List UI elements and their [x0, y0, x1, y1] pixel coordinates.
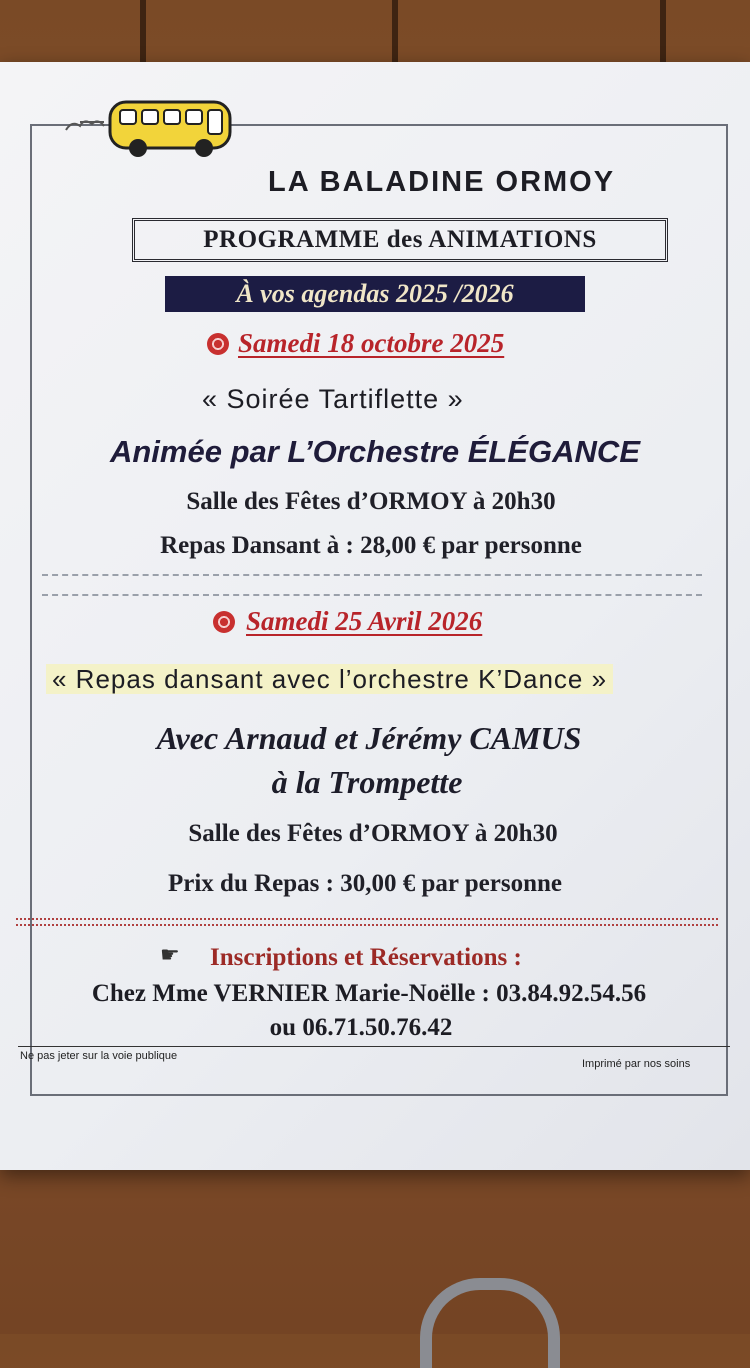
event-2-title — [46, 664, 613, 695]
table-plank-seam — [140, 0, 146, 62]
dotted-divider — [16, 918, 718, 926]
event-1-venue: Salle des Fêtes d’ORMOY à 20h30 — [186, 488, 556, 515]
event-1-subtitle: Animée par L’Orchestre ÉLÉGANCE — [109, 434, 640, 469]
divider — [42, 574, 702, 576]
table-plank-seam — [660, 0, 666, 62]
contact-line-2: ou 06.71.50.76.42 — [269, 1014, 453, 1041]
event-1-price: Repas Dansant à : 28,00 € par personne — [160, 532, 582, 559]
bus-icon — [58, 82, 238, 162]
target-bullet-icon — [213, 611, 235, 633]
event-2-subtitle-line1: Avec Arnaud et Jérémy CAMUS — [156, 720, 582, 756]
event-1-title: « Soirée Tartiflette » — [202, 384, 464, 414]
pointing-hand-icon: ☛ — [160, 942, 180, 967]
program-title: PROGRAMME des ANIMATIONS — [132, 218, 668, 262]
event-2-price: Prix du Repas : 30,00 € par personne — [167, 870, 562, 897]
footer-right: Imprimé par nos soins — [582, 1058, 691, 1070]
footer-rule — [18, 1046, 730, 1047]
divider — [42, 594, 702, 596]
event-2-venue: Salle des Fêtes d’ORMOY à 20h30 — [188, 820, 558, 847]
agenda-banner: À vos agendas 2025 /2026 — [165, 276, 585, 312]
table-plank-seam — [392, 0, 398, 62]
target-bullet-icon — [207, 333, 229, 355]
organization-title: LA BALADINE ORMOY — [268, 166, 616, 198]
footer-left: Ne pas jeter sur la voie publique — [20, 1050, 178, 1062]
contact-line-1: Chez Mme VERNIER Marie-Noëlle : 03.84.92.54.56 — [91, 980, 647, 1007]
event-1-date: Samedi 18 octobre 2025 — [238, 328, 505, 358]
event-2-date: Samedi 25 Avril 2026 — [246, 606, 483, 636]
metal-clip — [420, 1278, 560, 1368]
inscriptions-label: Inscriptions et Réservations : — [210, 944, 522, 971]
event-2-subtitle-line2: à la Trompette — [271, 764, 463, 800]
event-2-title-text: « Repas dansant avec l’orchestre K’Dance » — [46, 664, 613, 694]
